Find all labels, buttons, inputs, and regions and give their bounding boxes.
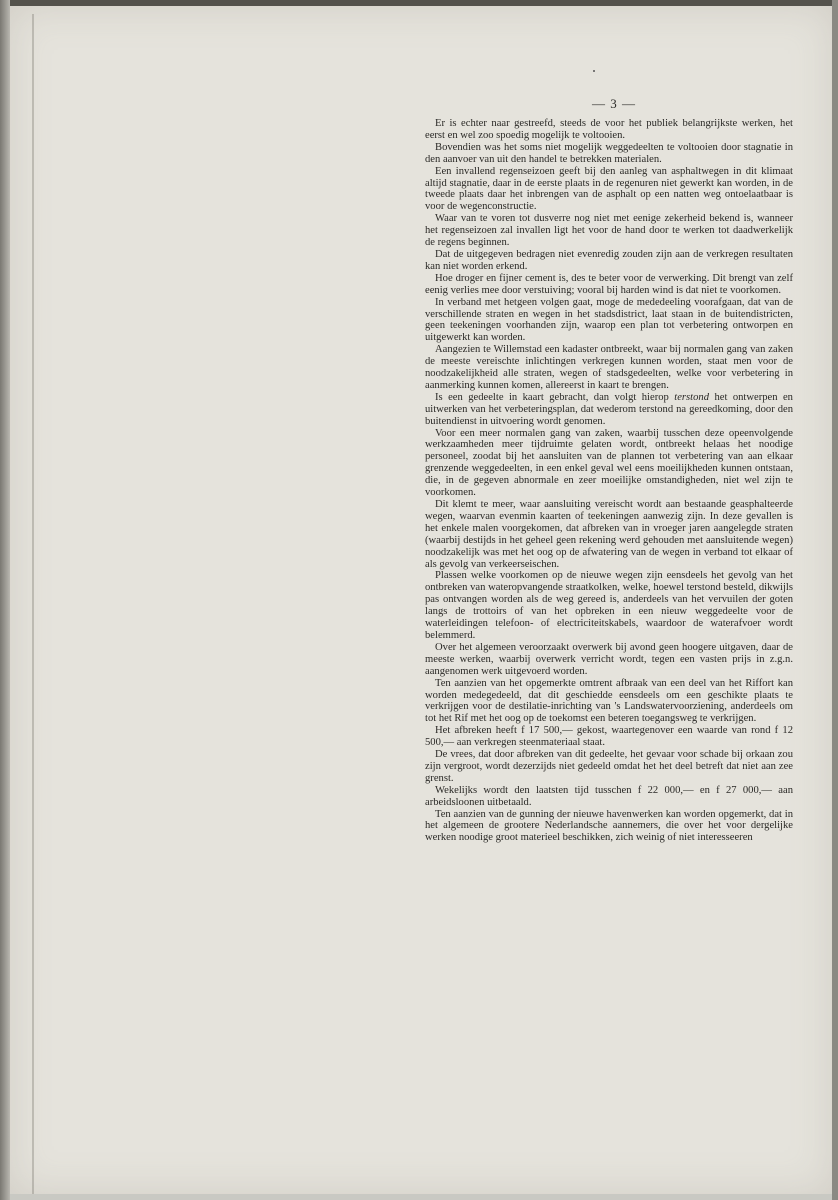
- paragraph: Ten aanzien van de gunning der nieuwe havenwerken kan worden opgemerkt, dat in het algemeen de grootere Nederlandsche aannemers, die over het voor dergelijke werken noodige groot materieel beschikken, zich weinig of niet interesseeren: [425, 808, 793, 844]
- paragraph: Ten aanzien van het opgemerkte omtrent afbraak van een deel van het Riffort kan worden medegedeeld, dat dit geschiedde eensdeels om een geschikte plaats te verkrijgen voor de destilatie-inrichting van 's Landswatervoorziening, anderdeels om tot het Rif met het oog op de toekomst een beteren toegangsweg te verkrijgen.: [425, 677, 793, 725]
- paragraph: Voor een meer normalen gang van zaken, waarbij tusschen deze opeenvolgende werkzaamheden meer tijdruimte gelaten wordt, ontbreekt helaas het noodige personeel, zoodat bij het aansluiten van de plannen tot verbetering van aan elkaar grenzende weggedeelten, in een enkel geval wel eens moeilijkheden kunnen ontstaan, die, in de gegeven abnormale en zeer moeilijke omstandigheden, niet wel zijn te voorkomen.: [425, 427, 793, 499]
- dust-speck: [593, 70, 595, 72]
- paragraph: Er is echter naar gestreefd, steeds de voor het publiek belangrijkste werken, het eerst en wel zoo spoedig mogelijk te voltooien.: [425, 118, 793, 141]
- paragraph: Bovendien was het soms niet mogelijk weggedeelten te voltooien door stagnatie in den aanvoer van uit den handel te betrekken materialen.: [425, 141, 793, 165]
- page-fold-line: [32, 14, 34, 1194]
- page-number: — 3 —: [592, 96, 636, 111]
- paragraph-part: Is een gedeelte in kaart gebracht, dan volgt hierop: [435, 391, 675, 403]
- paragraph: Plassen welke voorkomen op de nieuwe wegen zijn eensdeels het gevolg van het ontbreken van wateropvangende straatkolken, welke, hoewel terstond besteld, dikwijls pas ontvangen worden als de weg gereed is, anderdeels van het vervuilen der goten langs de trottoirs of van het opbreken in een nieuw weggedeelte voor de waterleidingen telefoon- of electriciteitskabels, waardoor de waterafvoer wordt belemmerd.: [425, 570, 793, 641]
- paragraph: Dit klemt te meer, waar aansluiting vereischt wordt aan bestaande geasphalteerde wegen, waarvan evenmin kaarten of teekeningen aanwezig zijn. In deze gevallen is het enkele malen voorgekomen, dat afbreken van in vroeger jaren aangelegde straten (waarbij destijds in het geheel geen rekening werd gehouden met aansluitende wegen) noodzakelijk was met het oog op de afwatering van de wegen in verband tot elkaar of als gevolg van verkeerseischen.: [425, 499, 793, 570]
- paragraph: Hoe droger en fijner cement is, des te beter voor de verwerking. Dit brengt van zelf eenig verlies mee door verstuiving; vooral bij harden wind is dat niet te voorkomen.: [425, 272, 793, 296]
- paragraph: Het afbreken heeft f 17 500,— gekost, waartegenover een waarde van rond f 12 500,— aan verkregen steenmateriaal staat.: [425, 725, 793, 749]
- scan-right-edge: [832, 0, 838, 1200]
- paragraph: Een invallend regenseizoen geeft bij den aanleg van asphaltwegen in dit klimaat altijd stagnatie, daar in de eerste plaats in de regenuren niet gewerkt kan worden, in de tweede plaats daar het inbrengen van de asphalt op een natten weg ontoelaatbaar is voor de wegenconstructie.: [425, 165, 793, 213]
- emphasis-word: terstond: [674, 391, 709, 403]
- paragraph: Aangezien te Willemstad een kadaster ontbreekt, waar bij normalen gang van zaken de meeste vereischte inlichtingen verkregen kunnen worden, staat men voor de noodzakelijkheid alle straten, wegen of stadsgedeelten, welke voor verbetering in aanmerking kunnen komen, allereerst in kaart te brengen.: [425, 344, 793, 391]
- body-text: [425, 118, 793, 844]
- paragraph: Dat de uitgegeven bedragen niet evenredig zouden zijn aan de verkregen resultaten kan niet worden erkend.: [425, 248, 793, 272]
- paragraph-part: het ontwerpen en uitwerken van het verbeteringsplan, dat wederom terstond na gereedkoming, door den buitendienst in uitvoering wordt genomen.: [425, 391, 793, 427]
- paragraph: Waar van te voren tot dusverre nog niet met eenige zekerheid bekend is, wanneer het regenseizoen zal invallen ligt het voor de hand door te werken tot daadwerkelijk de regens beginnen.: [425, 213, 793, 249]
- paragraph: De vrees, dat door afbreken van dit gedeelte, het gevaar voor schade bij orkaan zou zijn vergroot, wordt dezerzijds niet gedeeld omdat het het deel betreft dat niet aan zee grenst.: [425, 749, 793, 784]
- paragraph: Wekelijks wordt den laatsten tijd tusschen f 22 000,— en f 27 000,— aan arbeidsloonen uitbetaald.: [425, 784, 793, 808]
- paragraph-with-emphasis: [425, 392, 793, 428]
- paragraph: In verband met hetgeen volgen gaat, moge de mededeeling voorafgaan, dat van de verschillende straten en wegen in het stadsdistrict, laat staan in de buitendistricten, geen teekeningen voorhanden zijn, waarop een plan tot verbetering ontworpen en uitgewerkt kan worden.: [425, 296, 793, 344]
- scan-left-edge: [0, 0, 10, 1200]
- paragraph: Over het algemeen veroorzaakt overwerk bij avond geen hoogere uitgaven, daar de meeste werken, waarbij overwerk verricht wordt, tegen een vasten prijs in z.g.n. aangenomen werk uitgevoerd worden.: [425, 641, 793, 677]
